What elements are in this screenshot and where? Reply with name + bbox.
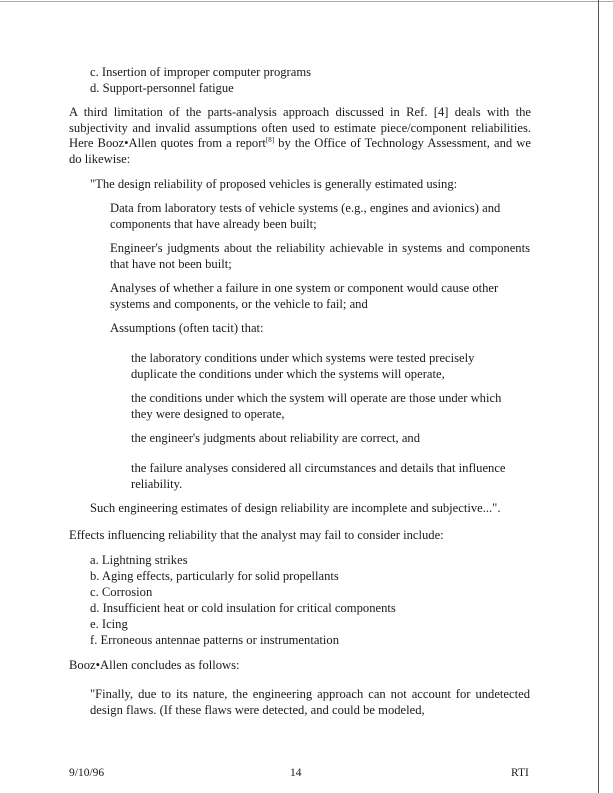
reference-superscript: [8] bbox=[265, 136, 275, 145]
paragraph-parts-analysis bbox=[69, 105, 531, 167]
assumption-item: the laboratory conditions under which systems were tested precisely duplicate the conditions under which the systems will operate, bbox=[131, 351, 475, 381]
conclusion-intro: Booz•Allen concludes as follows: bbox=[69, 658, 240, 672]
quote-item: Analyses of whether a failure in one system or component would cause other systems and components, or the vehicle to fail; and bbox=[110, 281, 499, 311]
quote-intro: "The design reliability of proposed vehicles is generally estimated using: bbox=[90, 177, 458, 191]
effect-item: b. Aging effects, particularly for solid propellants bbox=[90, 569, 339, 583]
quote-item: Data from laboratory tests of vehicle systems (e.g., engines and avionics) and components that have already been built; bbox=[110, 201, 501, 231]
effect-item: a. Lightning strikes bbox=[90, 553, 188, 567]
effect-item: f. Erroneous antennae patterns or instrumentation bbox=[90, 633, 339, 647]
assumption-item: the engineer's judgments about reliability are correct, and bbox=[131, 431, 421, 445]
assumption-item: the conditions under which the system will operate are those under which they were designed to operate, bbox=[131, 391, 502, 421]
footer-date: 9/10/96 bbox=[69, 767, 105, 779]
page-right-edge bbox=[598, 0, 599, 793]
footer-org: RTI bbox=[511, 767, 529, 779]
page-top-edge bbox=[0, 1, 613, 2]
effect-item: c. Corrosion bbox=[90, 585, 153, 599]
quote-item: Engineer's judgments about the reliability achievable in systems and components that have not been built; bbox=[110, 241, 530, 271]
quote-close: Such engineering estimates of design reliability are incomplete and subjective...". bbox=[90, 501, 501, 515]
effect-item: d. Insufficient heat or cold insulation for critical components bbox=[90, 601, 396, 615]
effects-intro: Effects influencing reliability that the analyst may fail to consider include: bbox=[69, 528, 444, 542]
final-quote: "Finally, due to its nature, the engineering approach can not account for undetected design flaws. (If these flaws were detected, and could be modeled, bbox=[90, 687, 530, 717]
assumption-item: the failure analyses considered all circumstances and details that influence reliability. bbox=[131, 461, 506, 491]
list-item: d. Support-personnel fatigue bbox=[90, 81, 234, 95]
page-number: 14 bbox=[290, 767, 302, 779]
list-item: c. Insertion of improper computer programs bbox=[90, 65, 312, 79]
quote-item: Assumptions (often tacit) that: bbox=[110, 321, 264, 335]
paragraph-text-continued: by the Office of Technology Assessment, and we do likewise: bbox=[69, 136, 531, 166]
paragraph-text: A third limitation of the parts-analysis approach discussed in Ref. [4] deals with the subjectivity and invalid assumptions often used to estimate piece/component reliabilities. Here Booz•Allen quotes from a report bbox=[69, 105, 531, 151]
effect-item: e. Icing bbox=[90, 617, 128, 631]
